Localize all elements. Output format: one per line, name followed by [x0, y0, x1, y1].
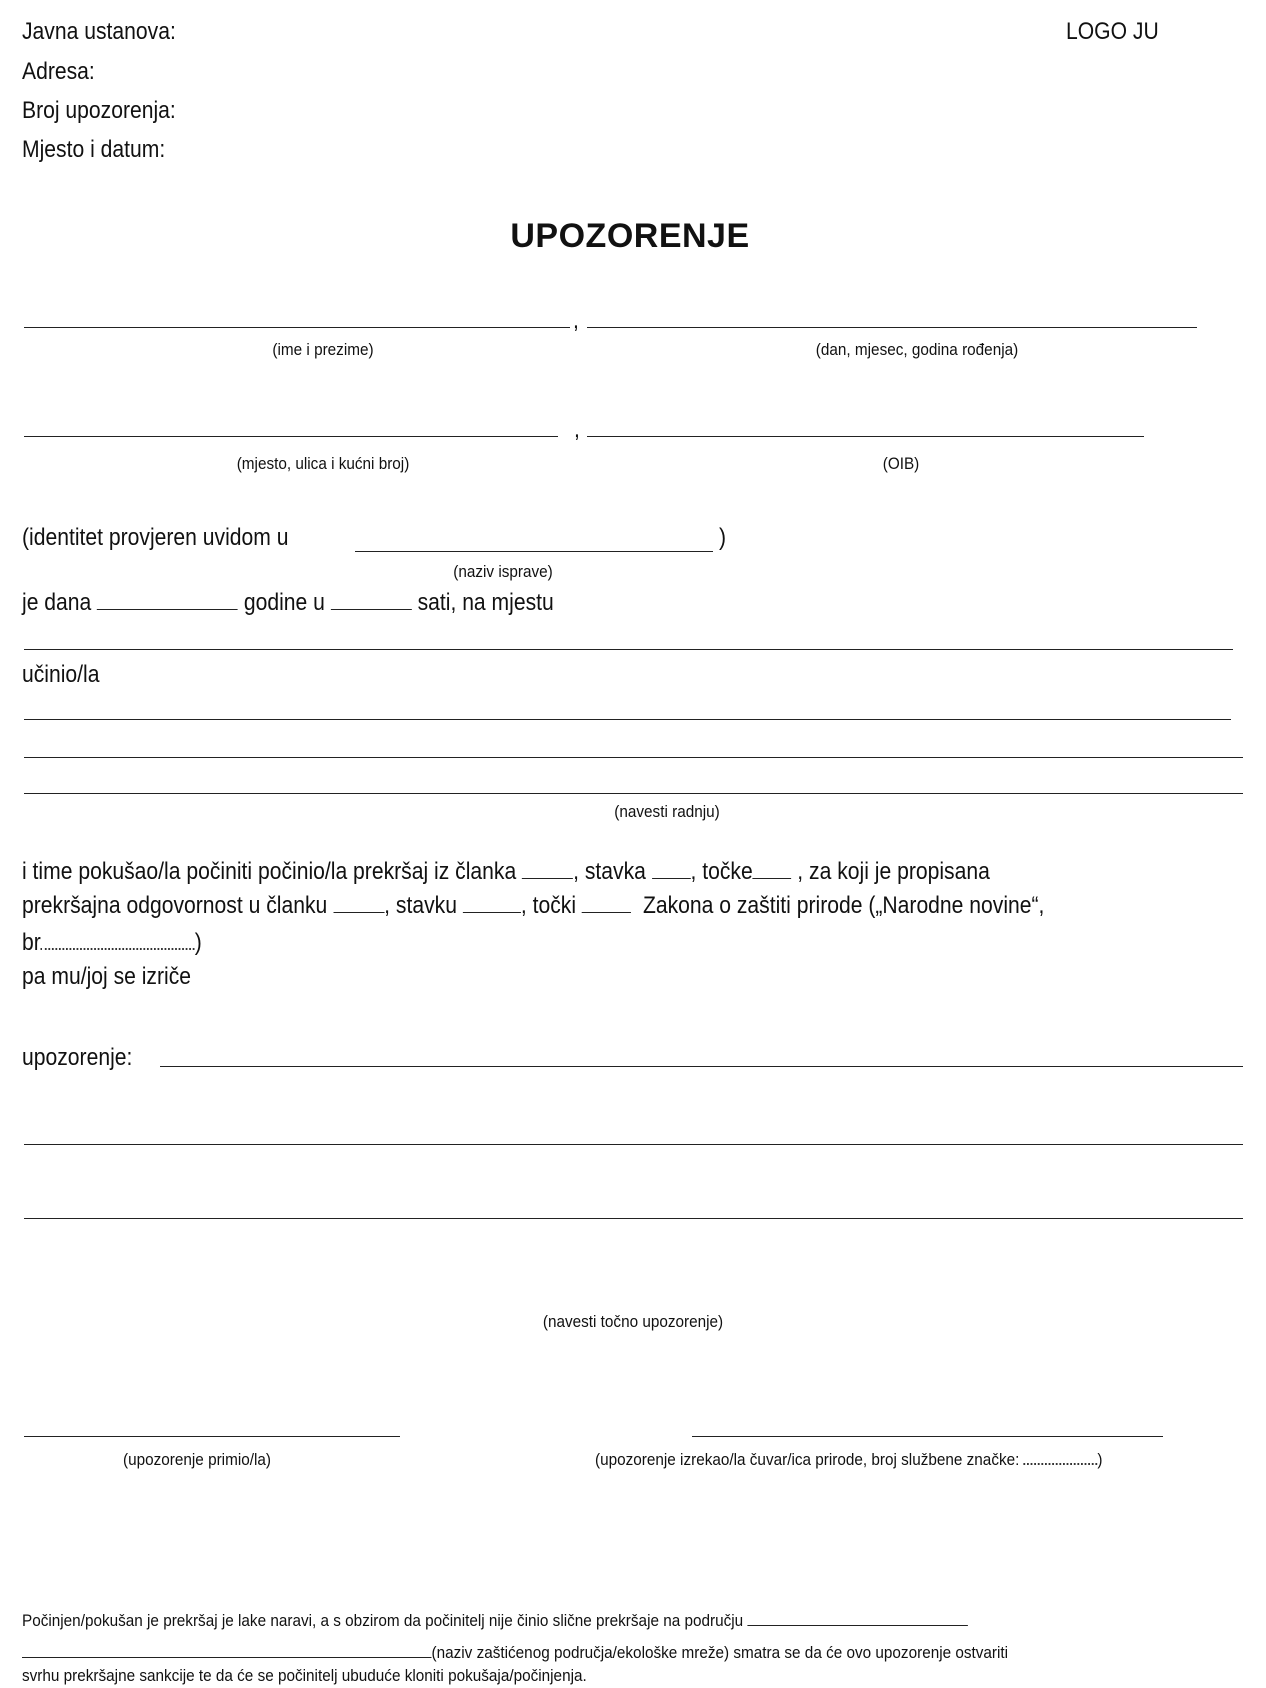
page-title: UPOZORENJE [510, 217, 750, 255]
text: ) [1097, 1450, 1103, 1469]
year-text: godine u [243, 589, 325, 616]
label-address: (mjesto, ulica i kućni broj) [236, 454, 410, 473]
signature-issued-line[interactable] [692, 1436, 1163, 1437]
warning-label: upozorenje: [22, 1044, 133, 1071]
document-line[interactable] [355, 551, 713, 552]
date-text: je dana [22, 589, 92, 616]
text: , stavka [573, 858, 646, 885]
identity-prefix: (identitet provjeren uvidom u [22, 524, 289, 551]
paragraph-blank[interactable] [652, 860, 691, 879]
label-issued [595, 1449, 1103, 1471]
label-birth: (dan, mjesec, godina rođenja) [815, 340, 1019, 359]
warning-line-1[interactable] [160, 1066, 1243, 1067]
text: , za koji je propisana [797, 858, 990, 885]
text: Zakona o zaštiti prirode („Narodne novine“, [642, 892, 1045, 919]
text: Počinjen/pokušan je prekršaj je lake naravi, a s obzirom da počinitelj nije činio slične prekršaje na području [22, 1611, 744, 1630]
label-action: (navesti radnju) [614, 802, 720, 821]
label-received: (upozorenje primio/la) [123, 1450, 271, 1469]
time-blank[interactable] [331, 591, 412, 610]
footer-line-1 [22, 1610, 968, 1632]
comma: , [573, 307, 579, 334]
paragraph-line-3 [22, 928, 202, 958]
action-line-3[interactable] [24, 793, 1243, 794]
field-warning-number: Broj upozorenja: [22, 97, 176, 124]
footer-line-2 [22, 1642, 1008, 1664]
paragraph-line-4: pa mu/joj se izriče [22, 963, 192, 990]
oib-line[interactable] [587, 436, 1144, 437]
comma: , [574, 416, 580, 443]
date-blank[interactable] [97, 591, 238, 610]
field-address: Adresa: [22, 58, 95, 85]
text: , točki [520, 892, 577, 919]
place-text: sati, na mjestu [417, 589, 554, 616]
gazette-number-blank[interactable] [41, 930, 195, 950]
label-warning: (navesti točno upozorenje) [542, 1312, 724, 1331]
text: (naziv zaštićenog područja/ekološke mreže) smatra se da će ovo upozorenje ostvariti [431, 1643, 1009, 1662]
committed-label: učinio/la [22, 661, 100, 688]
logo-placeholder: LOGO JU [1066, 18, 1159, 45]
date-line [22, 588, 554, 618]
paragraph-blank-2[interactable] [463, 894, 521, 913]
birth-date-line[interactable] [587, 327, 1197, 328]
identity-suffix: ) [719, 524, 727, 551]
warning-line-3[interactable] [24, 1218, 1243, 1219]
name-line[interactable] [24, 327, 570, 328]
text: prekršajna odgovornost u članku [22, 892, 328, 919]
article-blank[interactable] [522, 860, 573, 879]
text: , stavku [384, 892, 457, 919]
signature-received-line[interactable] [24, 1436, 400, 1437]
field-place-date: Mjesto i datum: [22, 136, 166, 163]
text: i time pokušao/la počiniti počinio/la prekršaj iz članka [22, 858, 517, 885]
address-line[interactable] [24, 436, 558, 437]
paragraph-line-2 [22, 891, 1044, 921]
label-document: (naziv isprave) [453, 562, 553, 581]
label-name: (ime i prezime) [272, 340, 374, 359]
footer-line-3: svrhu prekršajne sankcije te da će se počinitelj ubuduće kloniti pokušaja/počinjenja. [22, 1666, 587, 1685]
action-line-2[interactable] [24, 757, 1243, 758]
field-institution: Javna ustanova: [22, 18, 176, 45]
area-blank-2[interactable] [22, 1643, 432, 1658]
place-line[interactable] [24, 649, 1233, 650]
text: ) [194, 929, 202, 956]
warning-line-2[interactable] [24, 1144, 1243, 1145]
text: br [22, 929, 41, 956]
article-blank-2[interactable] [333, 894, 384, 913]
area-blank[interactable] [747, 1611, 968, 1626]
action-line-1[interactable] [24, 719, 1231, 720]
text: , točke [690, 858, 753, 885]
point-blank-2[interactable] [582, 894, 631, 913]
paragraph-line-1 [22, 857, 990, 887]
point-blank[interactable] [753, 860, 792, 879]
badge-number-blank[interactable] [1024, 1451, 1098, 1465]
label-oib: (OIB) [882, 454, 920, 473]
text: (upozorenje izrekao/la čuvar/ica prirode, broj službene značke: [595, 1450, 1024, 1469]
